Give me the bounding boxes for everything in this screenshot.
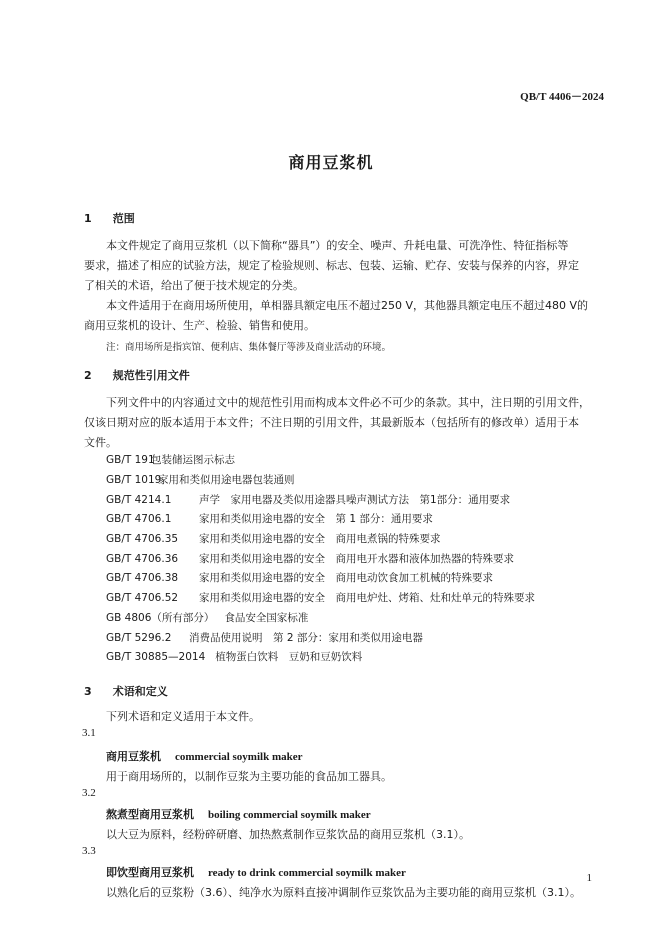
reference-item (106, 610, 308, 625)
term-zh: 即饮型商用豆浆机 (106, 866, 194, 879)
reference-item (106, 531, 441, 546)
term-definition: 以大豆为原料，经粉碎研磨、加热熬煮制作豆浆饮品的商用豆浆机（3.1）。 (106, 828, 470, 841)
reference-title: 家用和类似用途电器的安全 商用电炉灶、烤箱、灶和灶单元的特殊要求 (199, 592, 535, 604)
reference-title: 家用和类似用途电器的安全 商用电煮锅的特殊要求 (199, 533, 441, 545)
page-number: 1 (586, 872, 592, 884)
term-number: 3.3 (82, 845, 96, 857)
reference-code: GB/T 1019 (106, 474, 162, 486)
reference-title: 包装储运图示标志 (151, 454, 235, 466)
reference-item (106, 590, 535, 605)
reference-title: 家用和类似用途电器的安全 商用电动饮食加工机械的特殊要求 (199, 572, 493, 584)
term-en: commercial soymilk maker (175, 751, 303, 763)
scope-line: 商用豆浆机的设计、生产、检验、销售和使用。 (84, 319, 315, 332)
reference-code: GB/T 4706.35 (106, 533, 179, 545)
term-heading (106, 748, 303, 764)
section-2-heading (84, 364, 190, 383)
section-3-heading (84, 680, 168, 699)
references-intro-line: 文件。 (84, 436, 117, 449)
reference-item (106, 511, 433, 526)
reference-item (106, 649, 362, 664)
scope-line: 本文件适用于在商用场所使用，单相器具额定电压不超过250 V，其他器具额定电压不超过480 V的 (106, 299, 589, 312)
section-number: 2 (84, 369, 92, 382)
section-number: 3 (84, 685, 92, 698)
section-1-heading (84, 207, 135, 226)
term-en: boiling commercial soymilk maker (208, 809, 371, 821)
reference-code: GB/T 4214.1 (106, 494, 172, 506)
term-en: ready to drink commercial soymilk maker (208, 867, 406, 879)
reference-title: 声学 家用电器及类似用途器具噪声测试方法 第1部分：通用要求 (199, 494, 511, 506)
reference-code: GB/T 4706.1 (106, 513, 172, 525)
term-heading (106, 864, 406, 880)
reference-title: 家用和类似用途电器的安全 商用电开水器和液体加热器的特殊要求 (199, 553, 514, 565)
reference-item (106, 472, 295, 487)
term-zh: 商用豆浆机 (106, 750, 161, 763)
reference-title: 植物蛋白饮料 豆奶和豆奶饮料 (215, 651, 363, 663)
standard-number: QB/T 4406－2024 (520, 91, 604, 103)
term-number: 3.2 (82, 787, 96, 799)
reference-code: GB/T 4706.52 (106, 592, 179, 604)
reference-title: 消费品使用说明 第 2 部分：家用和类似用途电器 (189, 632, 423, 644)
reference-item (106, 452, 235, 467)
section-title: 规范性引用文件 (112, 369, 190, 382)
reference-code: GB/T 30885—2014 (106, 651, 206, 663)
scope-line: 要求，描述了相应的试验方法，规定了检验规则、标志、包装、运输、贮存、安装与保养的内容，界定 (84, 259, 579, 272)
reference-title: 家用和类似用途电器的安全 第 1 部分：通用要求 (199, 513, 433, 525)
reference-item (106, 492, 510, 507)
reference-code: GB/T 5296.2 (106, 632, 172, 644)
reference-code: GB/T 4706.36 (106, 553, 179, 565)
terms-intro: 下列术语和定义适用于本文件。 (106, 710, 260, 723)
term-definition: 用于商用场所的，以制作豆浆为主要功能的食品加工器具。 (106, 770, 392, 783)
references-intro-line: 下列文件中的内容通过文中的规范性引用而构成本文件必不可少的条款。其中，注日期的引用文件， (106, 396, 590, 409)
section-number: 1 (84, 212, 92, 225)
term-heading (106, 806, 371, 822)
reference-code: GB/T 4706.38 (106, 572, 179, 584)
reference-code: GB/T 191 (106, 454, 155, 466)
reference-title: 家用和类似用途电器包装通则 (158, 474, 295, 486)
term-number: 3.1 (82, 727, 96, 739)
section-title: 术语和定义 (112, 685, 168, 698)
term-definition: 以熟化后的豆浆粉（3.6）、纯净水为原料直接冲调制作豆浆饮品为主要功能的商用豆浆机（3.1）。 (106, 886, 581, 899)
section-title: 范围 (112, 212, 135, 225)
page-title: 商用豆浆机 (288, 153, 374, 172)
reference-item (106, 570, 493, 585)
references-intro-line: 仅该日期对应的版本适用于本文件；不注日期的引用文件，其最新版本（包括所有的修改单）适用于本 (84, 416, 579, 429)
scope-line: 了相关的术语，给出了便于技术规定的分类。 (84, 279, 304, 292)
scope-note: 注：商用场所是指宾馆、便利店、集体餐厅等涉及商业活动的环境。 (106, 342, 392, 353)
reference-item (106, 630, 423, 645)
reference-title: 食品安全国家标准 (224, 612, 309, 624)
term-zh: 熬煮型商用豆浆机 (106, 808, 194, 821)
scope-line: 本文件规定了商用豆浆机（以下简称“器具”）的安全、噪声、升耗电量、可洗净性、特征指标等 (106, 239, 569, 252)
reference-code: GB 4806（所有部分） (106, 612, 215, 624)
reference-item (106, 551, 514, 566)
